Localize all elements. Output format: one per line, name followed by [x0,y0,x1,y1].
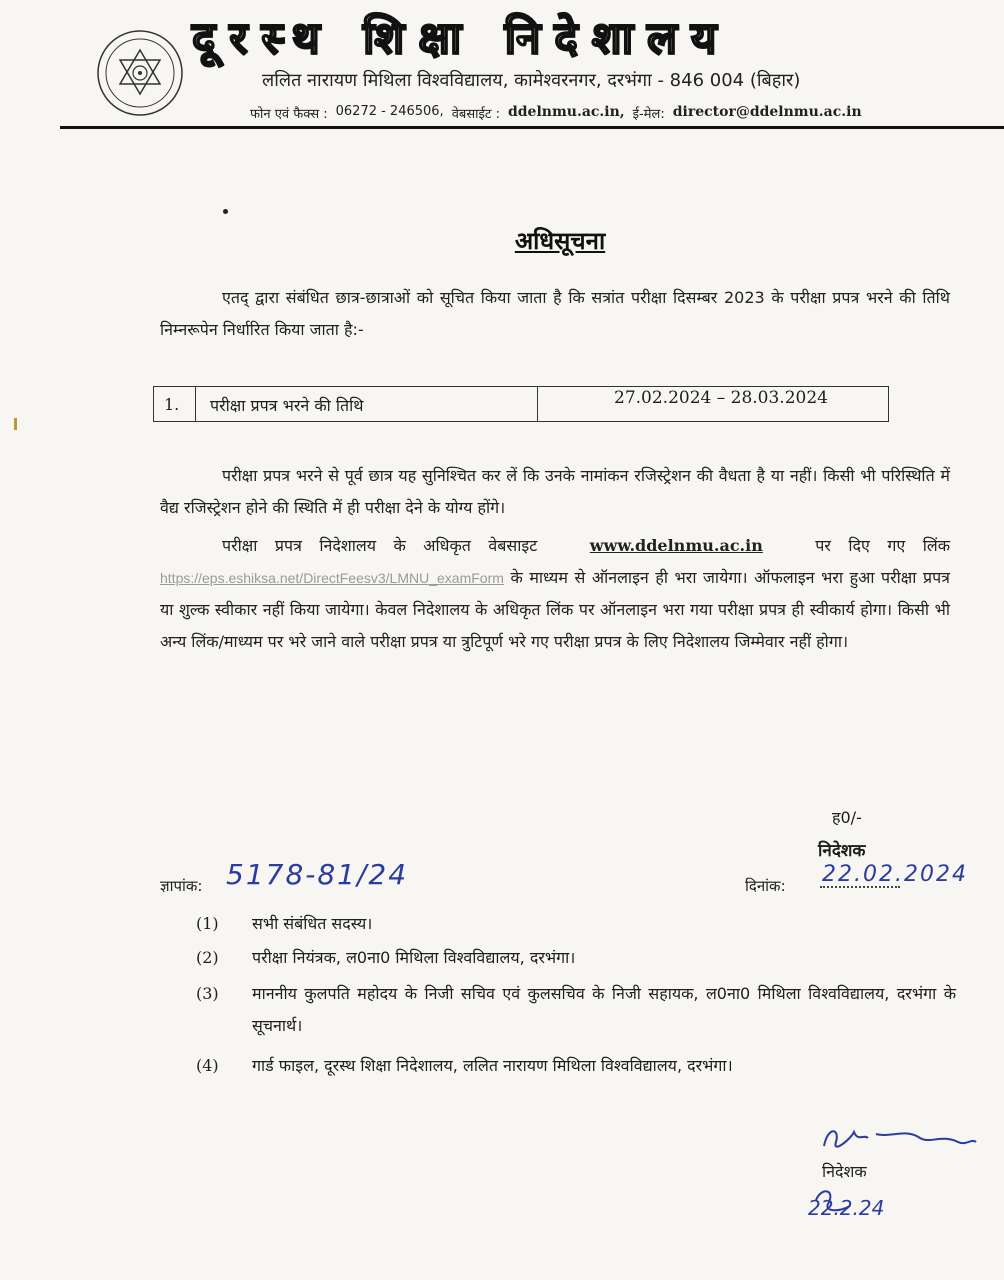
website-link-inline[interactable]: www.ddelnmu.ac.in [589,536,763,555]
org-subtitle: ललित नारायण मिथिला विश्वविद्यालय, कामेश्वरनगर, दरभंगा - 846 004 (बिहार) [262,70,801,91]
contact-prefix: फोन एवं फैक्स : [250,107,328,122]
signature-date: 22.2.24 [808,1196,885,1220]
email-link[interactable]: director@ddelnmu.ac.in [672,104,862,120]
reference-label: ज्ञापांक: [160,877,203,895]
university-seal-icon [95,28,185,118]
org-title: दूरस्थ शिक्षा निदेशालय [192,13,731,64]
table-label: परीक्षा प्रपत्र भरने की तिथि [196,387,538,421]
list-item [196,1050,956,1082]
para3-text-b: पर दिए गए लिंक [815,536,950,555]
list-item-number: (1) [196,914,219,933]
director-designation: निदेशक [818,841,866,861]
list-item-number: (4) [196,1056,219,1075]
date-value: 22.02.2024 [822,862,968,887]
email-label: ई-मेल: [632,107,665,122]
org-contact [250,104,862,122]
list-item [196,942,956,974]
list-item-text: गार्ड फाइल, दूरस्थ शिक्षा निदेशालय, ललित नारायण मिथिला विश्वविद्यालय, दरभंगा। [252,1056,733,1075]
stray-mark [14,418,17,430]
notice-paragraph-2: परीक्षा प्रपत्र भरने से पूर्व छात्र यह सुनिश्चित कर लें कि उनके नामांकन रजिस्ट्रेशन की वैधता है या नहीं। किसी भी परिस्थिति में वैद्य रजिस्ट्रेशन होने की स्थिति में ही परीक्षा देने के योग्य होंगे। [160,466,950,517]
list-item-text: परीक्षा नियंत्रक, ल0ना0 मिथिला विश्वविद्यालय, दरभंगा। [252,948,576,967]
table-serial: 1. [154,387,196,421]
table-value: 27.02.2024 – 28.03.2024 [614,388,828,408]
list-item-number: (2) [196,948,219,967]
para3-text-c: के माध्यम से ऑनलाइन ही भरा जायेगा। ऑफलाइन भरा हुआ परीक्षा प्रपत्र या शुल्क स्वीकार नहीं किया जायेगा। केवल निदेशालय के अधिकृत लिंक पर ऑनलाइन भरा गया परीक्षा प्रपत्र ही स्वीकार्य होगा। किसी भी अन्य लिंक/माध्यम पर भरे जाने वाले परीक्षा प्रपत्र या त्रुटिपूर्ण भरे गए परीक्षा प्रपत्र के लिए निदेशालय जिम्मेवार नहीं होगा। [160,568,950,651]
stray-dot [223,209,228,214]
header-rule [60,126,1004,129]
signed-mark: ह0/- [832,808,862,827]
list-item-number: (3) [196,984,219,1003]
notice-paragraph-3 [160,530,950,658]
date-label: दिनांक: [745,877,786,895]
signature-designation: निदेशक [822,1162,867,1181]
website-label: वेबसाईट : [451,107,500,122]
list-item-text: माननीय कुलपति महोदय के निजी सचिव एवं कुलसचिव के निजी सहायक, ल0ना0 मिथिला विश्वविद्यालय, दरभंगा के सूचनार्थ। [252,984,956,1035]
website-link[interactable]: ddelnmu.ac.in, [507,104,625,120]
notice-title: अधिसूचना [514,227,606,255]
list-item [196,978,956,1042]
contact-phone: 06272 - 246506, [335,104,444,119]
reference-number: 5178-81/24 [226,858,409,891]
list-item-text: सभी संबंधित सदस्य। [252,914,373,933]
date-table [153,386,889,422]
list-item [196,908,956,940]
notice-intro: एतद् द्वारा संबंधित छात्र-छात्राओं को सूचित किया जाता है कि सत्रांत परीक्षा दिसम्बर 2023 के परीक्षा प्रपत्र भरने की तिथि निम्नरूपेन निर्धारित किया जाता है:- [160,288,950,339]
exam-form-link[interactable]: https://eps.eshiksa.net/DirectFeesv3/LMNU_examForm [160,570,504,586]
para3-text-a: परीक्षा प्रपत्र निदेशालय के अधिकृत वेबसाइट [222,536,538,555]
